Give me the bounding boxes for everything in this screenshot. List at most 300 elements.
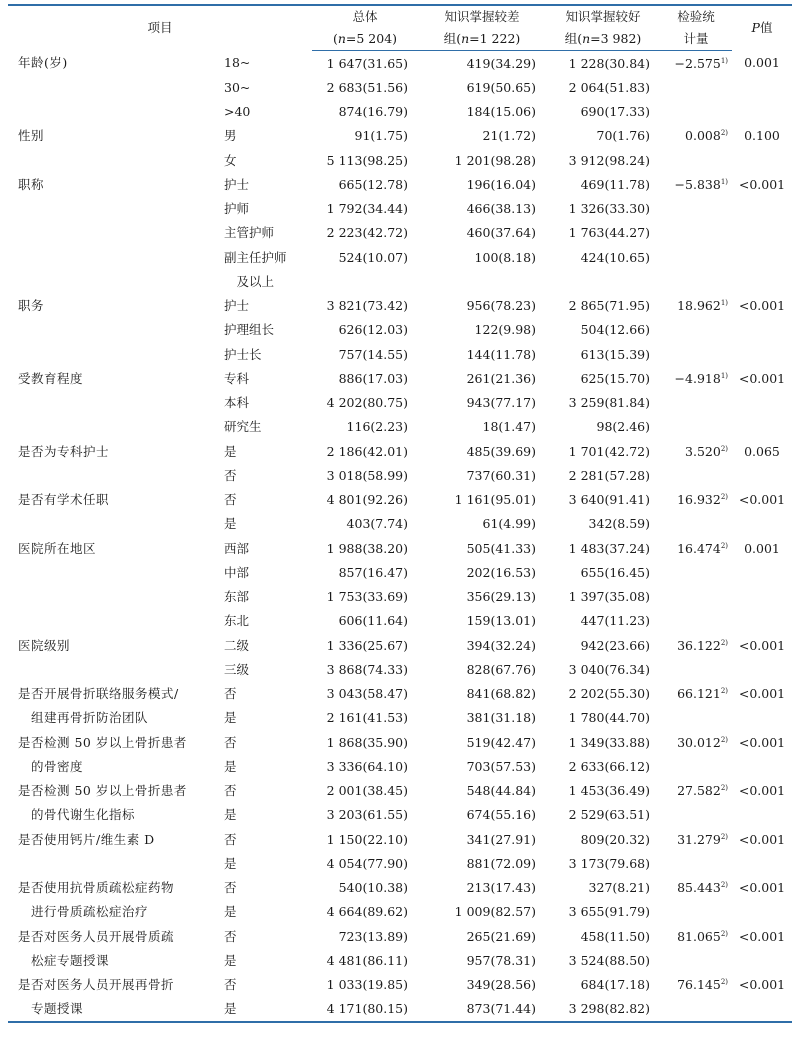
row-p-cell: <0.001 [738, 831, 786, 847]
stat-value: −5.838 [674, 176, 721, 192]
header-stat-2: 计量 [660, 28, 732, 51]
table-row [8, 754, 792, 778]
stat-footnote-mark: 2) [720, 541, 728, 550]
stat-value: 16.932 [677, 492, 721, 508]
row-item-cell: 是否对医务人员开展骨质疏 [18, 928, 175, 944]
stat-value: 66.121 [677, 686, 721, 702]
row-good-cell: 327(8.21) [588, 880, 650, 896]
row-item-cell: 是否对医务人员开展再骨折 [18, 977, 175, 993]
row-p-cell: <0.001 [738, 977, 786, 993]
row-item-cell [8, 269, 220, 293]
row-stat-cell [660, 197, 732, 221]
row-item-cell [8, 512, 220, 536]
row-item-cell: 的骨代谢生化指标 [18, 807, 136, 823]
table-row [8, 463, 792, 487]
table-row [8, 730, 792, 754]
row-total-cell: 2 161(41.53) [326, 710, 408, 726]
row-stat-cell [660, 512, 732, 536]
row-stat-cell [660, 415, 732, 439]
row-good-cell: 3 259(81.84) [568, 395, 650, 411]
table-row [8, 803, 792, 827]
table-row [8, 900, 792, 924]
stat-value: 31.279 [677, 831, 721, 847]
table-row [8, 51, 792, 76]
row-stat-cell [660, 706, 732, 730]
row-poor-cell: 1 201(98.28) [454, 152, 536, 168]
row-item-cell [8, 75, 220, 99]
header-stat: 检验统 [660, 5, 732, 28]
row-good-cell: 2 281(57.28) [568, 467, 650, 483]
row-stat-cell [660, 342, 732, 366]
row-item-cell [8, 657, 220, 681]
row-poor-cell: 213(17.43) [466, 880, 536, 896]
row-p-cell: <0.001 [738, 783, 786, 799]
row-poor-cell: 341(27.91) [466, 831, 536, 847]
table-row [8, 851, 792, 875]
row-item-cell [8, 318, 220, 342]
row-good-cell: 3 524(88.50) [568, 952, 650, 968]
row-p-cell: <0.001 [738, 686, 786, 702]
row-total-cell: 1 988(38.20) [326, 540, 408, 556]
table-row [8, 221, 792, 245]
row-stat-cell [660, 294, 732, 318]
stat-footnote-mark: 2) [720, 686, 728, 695]
table-row [8, 609, 792, 633]
row-stat-cell [660, 75, 732, 99]
row-category-cell: 护师 [224, 201, 250, 217]
row-category-cell: 女 [224, 152, 237, 168]
row-poor-cell: 485(39.69) [466, 443, 536, 459]
stat-footnote-mark: 1) [720, 177, 728, 186]
stat-value: 76.145 [677, 977, 721, 993]
row-poor-cell: 265(21.69) [466, 928, 536, 944]
row-item-cell: 职务 [18, 298, 45, 314]
table-row [8, 536, 792, 560]
table-row [8, 876, 792, 900]
row-total-cell: 1 033(19.85) [326, 977, 408, 993]
header-item: 项目 [8, 5, 312, 51]
stat-footnote-mark: 2) [720, 638, 728, 647]
row-poor-cell: 519(42.47) [466, 734, 536, 750]
row-poor-cell: 674(55.16) [466, 807, 536, 823]
stat-value: 18.962 [677, 298, 721, 314]
row-item-cell: 松症专题授课 [18, 952, 110, 968]
row-total-cell: 1 868(35.90) [326, 734, 408, 750]
table-row [8, 779, 792, 803]
stat-value: −4.918 [674, 370, 721, 386]
stat-footnote-mark: 2) [720, 929, 728, 938]
row-total-cell: 3 043(58.47) [326, 686, 408, 702]
row-item-cell: 是否检测 50 岁以上骨折患者 [18, 783, 187, 799]
row-total-cell: 2 683(51.56) [326, 79, 408, 95]
row-poor-cell: 956(78.23) [466, 298, 536, 314]
row-good-cell: 2 529(63.51) [568, 807, 650, 823]
row-p-cell: <0.001 [738, 176, 786, 192]
row-category-cell: 三级 [224, 661, 250, 677]
row-total-cell: 4 664(89.62) [326, 904, 408, 920]
row-category-cell: 是 [224, 855, 237, 871]
row-good-cell: 809(20.32) [580, 831, 650, 847]
row-category-cell: 及以上 [224, 273, 275, 289]
table-row [8, 657, 792, 681]
row-p-cell: 0.001 [744, 540, 780, 556]
row-stat-cell [660, 124, 732, 148]
row-item-cell [8, 197, 220, 221]
table-row [8, 512, 792, 536]
table-row [8, 948, 792, 972]
row-poor-cell: 1 161(95.01) [454, 492, 536, 508]
row-total-cell: 2 223(42.72) [326, 225, 408, 241]
row-good-cell: 98(2.46) [596, 419, 650, 435]
row-stat-cell [660, 730, 732, 754]
stat-footnote-mark: 2) [720, 977, 728, 986]
stat-value: 36.122 [677, 637, 721, 653]
row-total-cell: 757(14.55) [338, 346, 408, 362]
header-poor: 知识掌握较差 [418, 5, 546, 28]
row-good-cell: 1 228(30.84) [568, 55, 650, 71]
row-item-cell: 性别 [18, 128, 45, 144]
row-stat-cell [660, 366, 732, 390]
row-total-cell: 3 868(74.33) [326, 661, 408, 677]
table-row [8, 585, 792, 609]
row-good-cell: 1 326(33.30) [568, 201, 650, 217]
row-stat-cell [660, 318, 732, 342]
row-total-cell: 4 054(77.90) [326, 855, 408, 871]
row-stat-cell [660, 973, 732, 997]
row-total-cell: 1 753(33.69) [326, 589, 408, 605]
row-item-cell [8, 342, 220, 366]
row-p-cell [732, 512, 792, 536]
row-total-cell: 2 186(42.01) [326, 443, 408, 459]
row-total-cell: 874(16.79) [338, 104, 408, 120]
row-p-cell [732, 342, 792, 366]
row-p-cell: <0.001 [738, 298, 786, 314]
row-item-cell [8, 463, 220, 487]
row-p-cell [732, 851, 792, 875]
row-category-cell: 西部 [224, 540, 250, 556]
row-category-cell: 否 [224, 880, 237, 896]
table-row [8, 924, 792, 948]
row-category-cell: 否 [224, 686, 237, 702]
row-total-cell: 626(12.03) [338, 322, 408, 338]
row-good-cell: 2 202(55.30) [568, 686, 650, 702]
row-p-cell: <0.001 [738, 928, 786, 944]
row-item-cell [8, 148, 220, 172]
row-poor-cell: 737(60.31) [466, 467, 536, 483]
row-stat-cell [660, 560, 732, 584]
stat-value: 16.474 [677, 540, 721, 556]
row-good-cell: 690(17.33) [580, 104, 650, 120]
row-total-cell: 606(11.64) [338, 613, 408, 629]
stat-footnote-mark: 1) [720, 298, 728, 307]
table-row [8, 294, 792, 318]
row-poor-cell: 202(16.53) [466, 564, 536, 580]
row-category-cell: 否 [224, 831, 237, 847]
row-p-cell: <0.001 [738, 637, 786, 653]
row-poor-cell: 349(28.56) [466, 977, 536, 993]
header-good: 知识掌握较好 [546, 5, 660, 28]
row-total-cell: 3 336(64.10) [326, 758, 408, 774]
stat-footnote-mark: 1) [720, 371, 728, 380]
row-category-cell: 副主任护师 [224, 249, 287, 265]
row-total-cell: 116(2.23) [346, 419, 408, 435]
stat-value: 30.012 [677, 734, 721, 750]
row-category-cell: 否 [224, 928, 237, 944]
row-stat-cell [660, 754, 732, 778]
row-item-cell: 是否使用钙片/维生素 D [18, 831, 155, 847]
table-row [8, 997, 792, 1022]
row-poor-cell: 1 009(82.57) [454, 904, 536, 920]
row-total-cell [312, 269, 418, 293]
table-row [8, 318, 792, 342]
row-poor-cell: 419(34.29) [466, 55, 536, 71]
row-poor-cell: 703(57.53) [466, 758, 536, 774]
row-stat-cell [660, 391, 732, 415]
header-total: 总体 [312, 5, 418, 28]
row-good-cell: 70(1.76) [596, 128, 650, 144]
row-category-cell: 是 [224, 807, 237, 823]
row-stat-cell [660, 803, 732, 827]
row-category-cell: 主管护师 [224, 225, 275, 241]
table-row [8, 124, 792, 148]
row-good-cell: 3 912(98.24) [568, 152, 650, 168]
row-item-cell: 组建再骨折防治团队 [18, 710, 149, 726]
row-stat-cell [660, 827, 732, 851]
row-p-cell: 0.065 [744, 443, 780, 459]
row-stat-cell [660, 924, 732, 948]
row-poor-cell: 381(31.18) [466, 710, 536, 726]
row-good-cell: 625(15.70) [580, 370, 650, 386]
row-p-cell [732, 148, 792, 172]
row-good-cell: 2 633(66.12) [568, 758, 650, 774]
row-poor-cell: 184(15.06) [466, 104, 536, 120]
row-category-cell: 二级 [224, 637, 250, 653]
table-row [8, 827, 792, 851]
table-row [8, 100, 792, 124]
header-p: P值 [732, 5, 792, 51]
row-poor-cell: 18(1.47) [482, 419, 536, 435]
row-p-cell [732, 245, 792, 269]
row-item-cell: 是否使用抗骨质疏松症药物 [18, 880, 175, 896]
row-good-cell: 942(23.66) [580, 637, 650, 653]
row-category-cell: 护士 [224, 176, 250, 192]
row-poor-cell: 394(32.24) [466, 637, 536, 653]
row-item-cell: 进行骨质疏松症治疗 [18, 904, 149, 920]
row-good-cell: 504(12.66) [580, 322, 650, 338]
row-total-cell: 3 821(73.42) [326, 298, 408, 314]
row-item-cell: 的骨密度 [18, 758, 84, 774]
row-good-cell: 3 298(82.82) [546, 997, 660, 1022]
row-category-cell: 东北 [224, 613, 250, 629]
row-total-cell: 1 647(31.65) [326, 55, 408, 71]
row-total-cell: 1 150(22.10) [326, 831, 408, 847]
row-stat-cell [660, 463, 732, 487]
row-total-cell: 3 018(58.99) [326, 467, 408, 483]
row-stat-cell [660, 851, 732, 875]
row-poor-cell: 548(44.84) [466, 783, 536, 799]
row-poor-cell: 100(8.18) [474, 249, 536, 265]
row-good-cell: 469(11.78) [580, 176, 650, 192]
row-poor-cell: 505(41.33) [466, 540, 536, 556]
row-good-cell: 458(11.50) [580, 928, 650, 944]
row-p-cell [732, 100, 792, 124]
stat-footnote-mark: 2) [720, 735, 728, 744]
row-poor-cell: 881(72.09) [466, 855, 536, 871]
row-item-cell [8, 415, 220, 439]
row-category-cell: 专科 [224, 370, 250, 386]
row-stat-cell [660, 585, 732, 609]
row-stat-cell [660, 633, 732, 657]
row-poor-cell: 873(71.44) [418, 997, 546, 1022]
row-item-cell: 医院所在地区 [18, 540, 97, 556]
row-item-cell: 年龄(岁) [18, 55, 68, 71]
data-table [8, 4, 792, 1023]
row-poor-cell: 196(16.04) [466, 176, 536, 192]
row-stat-cell [660, 997, 732, 1022]
row-category-cell: 是 [220, 997, 312, 1022]
row-category-cell: 东部 [224, 589, 250, 605]
table-row [8, 633, 792, 657]
row-category-cell: 护士长 [224, 346, 262, 362]
row-good-cell: 447(11.23) [580, 613, 650, 629]
row-poor-cell: 943(77.17) [466, 395, 536, 411]
row-category-cell: 是 [224, 758, 237, 774]
stat-footnote-mark: 2) [720, 492, 728, 501]
row-stat-cell [660, 172, 732, 196]
row-category-cell: 是 [224, 952, 237, 968]
row-p-cell [732, 900, 792, 924]
row-item-cell [8, 391, 220, 415]
row-total-cell: 4 202(80.75) [326, 395, 408, 411]
row-p-cell [732, 585, 792, 609]
row-p-cell [732, 221, 792, 245]
row-category-cell: 是 [224, 443, 237, 459]
row-total-cell: 1 336(25.67) [326, 637, 408, 653]
row-category-cell: 否 [224, 783, 237, 799]
table-row [8, 197, 792, 221]
row-total-cell: 5 113(98.25) [326, 152, 408, 168]
row-good-cell: 613(15.39) [580, 346, 650, 362]
row-poor-cell: 619(50.65) [466, 79, 536, 95]
table-row [8, 439, 792, 463]
row-p-cell [732, 318, 792, 342]
row-p-cell [732, 997, 792, 1022]
row-p-cell [732, 391, 792, 415]
row-good-cell: 1 453(36.49) [568, 783, 650, 799]
row-item-cell [8, 245, 220, 269]
table-row [8, 75, 792, 99]
table-row [8, 391, 792, 415]
row-p-cell: <0.001 [738, 492, 786, 508]
row-item-cell [8, 100, 220, 124]
row-total-cell: 2 001(38.45) [326, 783, 408, 799]
row-item-cell [8, 221, 220, 245]
row-total-cell: 4 801(92.26) [326, 492, 408, 508]
row-good-cell: 1 780(44.70) [568, 710, 650, 726]
row-good-cell: 1 349(33.88) [568, 734, 650, 750]
row-stat-cell [660, 682, 732, 706]
row-category-cell: 中部 [224, 564, 250, 580]
row-stat-cell [660, 779, 732, 803]
table-header [8, 5, 792, 51]
row-good-cell: 3 173(79.68) [568, 855, 650, 871]
row-item-cell: 受教育程度 [18, 370, 84, 386]
stat-footnote-mark: 2) [720, 880, 728, 889]
row-p-cell [732, 75, 792, 99]
row-category-cell: 否 [224, 977, 237, 993]
row-category-cell: 护理组长 [224, 322, 275, 338]
table-row [8, 245, 792, 269]
row-poor-cell: 841(68.82) [466, 686, 536, 702]
row-p-cell: 0.001 [744, 55, 780, 71]
stat-footnote-mark: 2) [720, 129, 728, 138]
stat-value: 27.582 [677, 783, 721, 799]
table-row [8, 366, 792, 390]
table-row [8, 415, 792, 439]
row-stat-cell [660, 245, 732, 269]
row-good-cell: 684(17.18) [580, 977, 650, 993]
stat-footnote-mark: 1) [720, 56, 728, 65]
row-poor-cell: 61(4.99) [482, 516, 536, 532]
row-p-cell [732, 269, 792, 293]
stat-value: 85.443 [677, 880, 721, 896]
row-poor-cell: 261(21.36) [466, 370, 536, 386]
row-category-cell: 否 [224, 734, 237, 750]
row-item-cell: 医院级别 [18, 637, 71, 653]
row-item-cell [8, 851, 220, 875]
table-body [8, 51, 792, 1023]
row-p-cell [732, 657, 792, 681]
stat-footnote-mark: 2) [720, 444, 728, 453]
header-good-n: 组(n=3 982) [546, 28, 660, 51]
row-stat-cell [660, 148, 732, 172]
row-stat-cell [660, 221, 732, 245]
stat-value: 0.008 [685, 128, 721, 144]
row-category-cell: 是 [224, 710, 237, 726]
row-stat-cell [660, 657, 732, 681]
row-good-cell: 2 865(71.95) [568, 298, 650, 314]
row-good-cell: 655(16.45) [580, 564, 650, 580]
row-p-cell [732, 948, 792, 972]
row-p-cell [732, 463, 792, 487]
row-good-cell: 3 655(91.79) [568, 904, 650, 920]
row-good-cell: 1 701(42.72) [568, 443, 650, 459]
header-poor-n: 组(n=1 222) [418, 28, 546, 51]
row-item-cell: 是否为专科护士 [18, 443, 110, 459]
row-poor-cell: 828(67.76) [466, 661, 536, 677]
row-poor-cell: 460(37.64) [466, 225, 536, 241]
row-p-cell: <0.001 [738, 734, 786, 750]
table-row [8, 682, 792, 706]
row-total-cell: 91(1.75) [354, 128, 408, 144]
row-good-cell: 2 064(51.83) [568, 79, 650, 95]
row-good-cell: 342(8.59) [588, 516, 650, 532]
row-poor-cell: 159(13.01) [466, 613, 536, 629]
row-p-cell [732, 609, 792, 633]
table-row [8, 148, 792, 172]
row-item-cell: 职称 [18, 176, 45, 192]
row-poor-cell: 356(29.13) [466, 589, 536, 605]
row-item-cell: 是否检测 50 岁以上骨折患者 [18, 734, 187, 750]
row-good-cell: 3 640(91.41) [568, 492, 650, 508]
row-good-cell: 3 040(76.34) [568, 661, 650, 677]
row-total-cell: 665(12.78) [338, 176, 408, 192]
row-stat-cell [660, 269, 732, 293]
row-item-cell [8, 560, 220, 584]
row-total-cell: 3 203(61.55) [326, 807, 408, 823]
table-row [8, 488, 792, 512]
row-category-cell: 30~ [224, 79, 251, 95]
